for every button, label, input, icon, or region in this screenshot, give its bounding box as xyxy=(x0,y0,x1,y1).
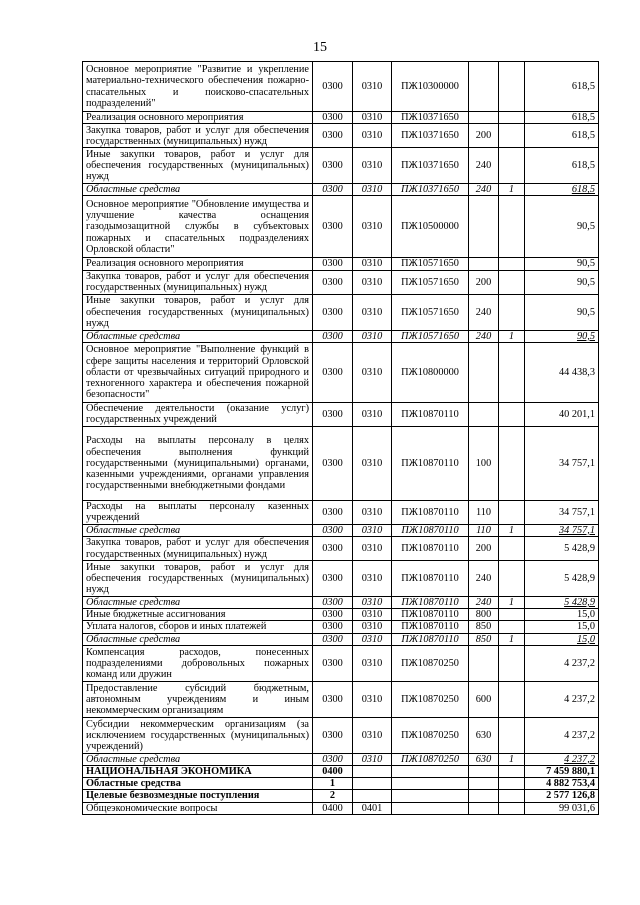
target-article-code: ПЖ10571650 xyxy=(392,330,469,342)
subsection-code xyxy=(353,766,392,778)
funding-source-code xyxy=(499,196,525,258)
amount: 34 757,1 xyxy=(525,426,599,500)
row-name: Закупка товаров, работ и услуг для обеспечения государственных (муниципальных) нужд xyxy=(83,124,313,148)
amount: 618,5 xyxy=(525,112,599,124)
funding-source-code xyxy=(499,112,525,124)
table-row xyxy=(83,561,599,597)
amount: 4 237,2 xyxy=(525,717,599,753)
row-name: Расходы на выплаты персоналу казенных учреждений xyxy=(83,500,313,524)
subsection-code: 0310 xyxy=(353,342,392,402)
row-name: Областные средства xyxy=(83,524,313,536)
row-name: Обеспечение деятельности (оказание услуг) государственных учреждений xyxy=(83,402,313,426)
subsection-code: 0310 xyxy=(353,753,392,765)
section-code: 0300 xyxy=(313,561,353,597)
funding-source-code xyxy=(499,258,525,270)
row-name: Областные средства xyxy=(83,753,313,765)
target-article-code: ПЖ10371650 xyxy=(392,112,469,124)
amount: 90,5 xyxy=(525,294,599,330)
row-name: Уплата налогов, сборов и иных платежей xyxy=(83,621,313,633)
expense-type-code: 240 xyxy=(469,597,499,609)
table-row xyxy=(83,258,599,270)
expense-type-code xyxy=(469,790,499,802)
expense-type-code: 110 xyxy=(469,500,499,524)
section-code: 0400 xyxy=(313,766,353,778)
funding-source-code xyxy=(499,62,525,112)
funding-source-code xyxy=(499,426,525,500)
section-code: 1 xyxy=(313,778,353,790)
table-row xyxy=(83,778,599,790)
row-name: Целевые безвозмездные поступления xyxy=(83,790,313,802)
target-article-code xyxy=(392,802,469,814)
section-code: 0300 xyxy=(313,426,353,500)
row-name: Областные средства xyxy=(83,330,313,342)
target-article-code xyxy=(392,766,469,778)
target-article-code: ПЖ10870110 xyxy=(392,561,469,597)
section-code: 0300 xyxy=(313,148,353,184)
amount: 15,0 xyxy=(525,609,599,621)
subsection-code: 0310 xyxy=(353,184,392,196)
funding-source-code xyxy=(499,681,525,717)
amount: 44 438,3 xyxy=(525,342,599,402)
amount: 15,0 xyxy=(525,633,599,645)
table-row xyxy=(83,621,599,633)
amount: 90,5 xyxy=(525,196,599,258)
row-name: Расходы на выплаты персоналу в целях обеспечения выполнения функций государственными (муниципальными) органами, казенными учреждениями, органами управления государственными внебюджетными фондами xyxy=(83,426,313,500)
table-row xyxy=(83,717,599,753)
target-article-code: ПЖ10870250 xyxy=(392,753,469,765)
funding-source-code xyxy=(499,124,525,148)
row-name: Компенсация расходов, понесенных подразделениями добровольных пожарных команд или дружин xyxy=(83,645,313,681)
table-row xyxy=(83,196,599,258)
funding-source-code: 1 xyxy=(499,524,525,536)
row-name: Областные средства xyxy=(83,184,313,196)
section-code: 0300 xyxy=(313,524,353,536)
table-row xyxy=(83,537,599,561)
budget-table xyxy=(82,61,599,815)
row-name: Иные закупки товаров, работ и услуг для обеспечения государственных (муниципальных) нужд xyxy=(83,561,313,597)
section-code: 0300 xyxy=(313,184,353,196)
subsection-code: 0401 xyxy=(353,802,392,814)
target-article-code: ПЖ10870110 xyxy=(392,402,469,426)
expense-type-code: 240 xyxy=(469,330,499,342)
row-name: Иные бюджетные ассигнования xyxy=(83,609,313,621)
expense-type-code: 630 xyxy=(469,717,499,753)
target-article-code xyxy=(392,790,469,802)
subsection-code: 0310 xyxy=(353,148,392,184)
funding-source-code: 1 xyxy=(499,184,525,196)
funding-source-code xyxy=(499,537,525,561)
amount: 40 201,1 xyxy=(525,402,599,426)
table-row xyxy=(83,609,599,621)
funding-source-code xyxy=(499,802,525,814)
table-row xyxy=(83,790,599,802)
funding-source-code xyxy=(499,766,525,778)
row-name: Общеэкономические вопросы xyxy=(83,802,313,814)
row-name: Иные закупки товаров, работ и услуг для обеспечения государственных (муниципальных) нужд xyxy=(83,294,313,330)
funding-source-code xyxy=(499,294,525,330)
subsection-code: 0310 xyxy=(353,62,392,112)
amount: 618,5 xyxy=(525,124,599,148)
table-row xyxy=(83,270,599,294)
expense-type-code: 110 xyxy=(469,524,499,536)
subsection-code: 0310 xyxy=(353,402,392,426)
table-row xyxy=(83,124,599,148)
funding-source-code xyxy=(499,609,525,621)
expense-type-code xyxy=(469,645,499,681)
section-code: 0300 xyxy=(313,270,353,294)
expense-type-code: 240 xyxy=(469,294,499,330)
section-code: 0300 xyxy=(313,717,353,753)
row-name: НАЦИОНАЛЬНАЯ ЭКОНОМИКА xyxy=(83,766,313,778)
expense-type-code xyxy=(469,778,499,790)
section-code: 0300 xyxy=(313,500,353,524)
target-article-code: ПЖ10571650 xyxy=(392,270,469,294)
target-article-code: ПЖ10371650 xyxy=(392,184,469,196)
subsection-code: 0310 xyxy=(353,681,392,717)
subsection-code: 0310 xyxy=(353,524,392,536)
expense-type-code xyxy=(469,802,499,814)
table-row xyxy=(83,342,599,402)
subsection-code: 0310 xyxy=(353,597,392,609)
section-code: 0300 xyxy=(313,681,353,717)
funding-source-code xyxy=(499,402,525,426)
expense-type-code xyxy=(469,766,499,778)
target-article-code: ПЖ10371650 xyxy=(392,124,469,148)
target-article-code: ПЖ10870110 xyxy=(392,609,469,621)
subsection-code: 0310 xyxy=(353,196,392,258)
funding-source-code: 1 xyxy=(499,753,525,765)
target-article-code: ПЖ10870110 xyxy=(392,500,469,524)
target-article-code: ПЖ10571650 xyxy=(392,294,469,330)
subsection-code xyxy=(353,790,392,802)
amount: 90,5 xyxy=(525,270,599,294)
amount: 90,5 xyxy=(525,330,599,342)
table-row xyxy=(83,633,599,645)
amount: 7 459 880,1 xyxy=(525,766,599,778)
target-article-code: ПЖ10571650 xyxy=(392,258,469,270)
section-code: 0300 xyxy=(313,342,353,402)
expense-type-code: 200 xyxy=(469,537,499,561)
table-row xyxy=(83,500,599,524)
subsection-code: 0310 xyxy=(353,270,392,294)
subsection-code: 0310 xyxy=(353,330,392,342)
target-article-code: ПЖ10300000 xyxy=(392,62,469,112)
table-row xyxy=(83,294,599,330)
section-code: 0300 xyxy=(313,597,353,609)
expense-type-code xyxy=(469,62,499,112)
subsection-code: 0310 xyxy=(353,561,392,597)
amount: 618,5 xyxy=(525,184,599,196)
amount: 90,5 xyxy=(525,258,599,270)
row-name: Основное мероприятие "Развитие и укрепление материально-технического обеспечения пожарно-спасательных и поисково-спасательных подразделений" xyxy=(83,62,313,112)
amount: 2 577 126,8 xyxy=(525,790,599,802)
section-code: 0300 xyxy=(313,609,353,621)
subsection-code: 0310 xyxy=(353,426,392,500)
target-article-code: ПЖ10870250 xyxy=(392,717,469,753)
subsection-code: 0310 xyxy=(353,645,392,681)
subsection-code: 0310 xyxy=(353,124,392,148)
row-name: Областные средства xyxy=(83,778,313,790)
table-row xyxy=(83,645,599,681)
funding-source-code xyxy=(499,790,525,802)
funding-source-code: 1 xyxy=(499,633,525,645)
section-code: 0300 xyxy=(313,294,353,330)
funding-source-code xyxy=(499,561,525,597)
funding-source-code xyxy=(499,148,525,184)
funding-source-code xyxy=(499,621,525,633)
subsection-code: 0310 xyxy=(353,621,392,633)
target-article-code: ПЖ10800000 xyxy=(392,342,469,402)
funding-source-code: 1 xyxy=(499,330,525,342)
funding-source-code xyxy=(499,500,525,524)
target-article-code: ПЖ10870250 xyxy=(392,645,469,681)
section-code: 0300 xyxy=(313,621,353,633)
section-code: 0300 xyxy=(313,402,353,426)
page-number: 15 xyxy=(313,40,327,55)
amount: 4 237,2 xyxy=(525,645,599,681)
amount: 99 031,6 xyxy=(525,802,599,814)
expense-type-code: 200 xyxy=(469,124,499,148)
section-code: 0300 xyxy=(313,633,353,645)
expense-type-code: 600 xyxy=(469,681,499,717)
amount: 4 882 753,4 xyxy=(525,778,599,790)
table-body xyxy=(83,62,599,815)
expense-type-code xyxy=(469,196,499,258)
subsection-code: 0310 xyxy=(353,294,392,330)
subsection-code: 0310 xyxy=(353,112,392,124)
expense-type-code xyxy=(469,258,499,270)
target-article-code: ПЖ10870110 xyxy=(392,537,469,561)
section-code: 0300 xyxy=(313,258,353,270)
funding-source-code: 1 xyxy=(499,597,525,609)
table-row xyxy=(83,426,599,500)
table-row xyxy=(83,402,599,426)
funding-source-code xyxy=(499,778,525,790)
row-name: Основное мероприятие "Выполнение функций в сфере защиты населения и территорий Орловской области от чрезвычайных ситуаций природного и техногенного характера и обеспечения пожарной безопасности" xyxy=(83,342,313,402)
subsection-code xyxy=(353,778,392,790)
subsection-code: 0310 xyxy=(353,537,392,561)
table-row xyxy=(83,524,599,536)
subsection-code: 0310 xyxy=(353,258,392,270)
amount: 34 757,1 xyxy=(525,500,599,524)
expense-type-code: 850 xyxy=(469,621,499,633)
row-name: Реализация основного мероприятия xyxy=(83,258,313,270)
row-name: Областные средства xyxy=(83,633,313,645)
row-name: Реализация основного мероприятия xyxy=(83,112,313,124)
expense-type-code: 240 xyxy=(469,148,499,184)
amount: 4 237,2 xyxy=(525,753,599,765)
expense-type-code: 630 xyxy=(469,753,499,765)
section-code: 0300 xyxy=(313,124,353,148)
target-article-code xyxy=(392,778,469,790)
amount: 4 237,2 xyxy=(525,681,599,717)
target-article-code: ПЖ10371650 xyxy=(392,148,469,184)
expense-type-code: 800 xyxy=(469,609,499,621)
target-article-code: ПЖ10500000 xyxy=(392,196,469,258)
target-article-code: ПЖ10870250 xyxy=(392,681,469,717)
amount: 34 757,1 xyxy=(525,524,599,536)
expense-type-code xyxy=(469,112,499,124)
table-row xyxy=(83,112,599,124)
row-name: Закупка товаров, работ и услуг для обеспечения государственных (муниципальных) нужд xyxy=(83,270,313,294)
section-code: 0300 xyxy=(313,645,353,681)
target-article-code: ПЖ10870110 xyxy=(392,597,469,609)
section-code: 2 xyxy=(313,790,353,802)
row-name: Областные средства xyxy=(83,597,313,609)
row-name: Предоставление субсидий бюджетным, автономным учреждениям и иным некоммерческим организациям xyxy=(83,681,313,717)
table-row xyxy=(83,766,599,778)
expense-type-code xyxy=(469,342,499,402)
section-code: 0400 xyxy=(313,802,353,814)
row-name: Субсидии некоммерческим организациям (за исключением государственных (муниципальных) учреждений) xyxy=(83,717,313,753)
subsection-code: 0310 xyxy=(353,633,392,645)
funding-source-code xyxy=(499,717,525,753)
row-name: Основное мероприятие "Обновление имущества и улучшение качества оснащения газодымозащитной службы в субъектовых пожарных и спасательных подразделениях Орловской области" xyxy=(83,196,313,258)
expense-type-code: 850 xyxy=(469,633,499,645)
target-article-code: ПЖ10870110 xyxy=(392,633,469,645)
section-code: 0300 xyxy=(313,62,353,112)
funding-source-code xyxy=(499,270,525,294)
amount: 5 428,9 xyxy=(525,597,599,609)
subsection-code: 0310 xyxy=(353,500,392,524)
target-article-code: ПЖ10870110 xyxy=(392,524,469,536)
section-code: 0300 xyxy=(313,112,353,124)
table-row xyxy=(83,62,599,112)
expense-type-code: 240 xyxy=(469,184,499,196)
row-name: Закупка товаров, работ и услуг для обеспечения государственных (муниципальных) нужд xyxy=(83,537,313,561)
amount: 15,0 xyxy=(525,621,599,633)
table-row xyxy=(83,681,599,717)
section-code: 0300 xyxy=(313,753,353,765)
target-article-code: ПЖ10870110 xyxy=(392,426,469,500)
subsection-code: 0310 xyxy=(353,717,392,753)
subsection-code: 0310 xyxy=(353,609,392,621)
funding-source-code xyxy=(499,645,525,681)
expense-type-code xyxy=(469,402,499,426)
table-row xyxy=(83,802,599,814)
expense-type-code: 240 xyxy=(469,561,499,597)
target-article-code: ПЖ10870110 xyxy=(392,621,469,633)
section-code: 0300 xyxy=(313,537,353,561)
row-name: Иные закупки товаров, работ и услуг для обеспечения государственных (муниципальных) нужд xyxy=(83,148,313,184)
amount: 618,5 xyxy=(525,62,599,112)
table-row xyxy=(83,330,599,342)
funding-source-code xyxy=(499,342,525,402)
table-row xyxy=(83,597,599,609)
section-code: 0300 xyxy=(313,330,353,342)
expense-type-code: 200 xyxy=(469,270,499,294)
amount: 5 428,9 xyxy=(525,561,599,597)
amount: 5 428,9 xyxy=(525,537,599,561)
expense-type-code: 100 xyxy=(469,426,499,500)
section-code: 0300 xyxy=(313,196,353,258)
table-row xyxy=(83,753,599,765)
table-row xyxy=(83,148,599,184)
amount: 618,5 xyxy=(525,148,599,184)
table-row xyxy=(83,184,599,196)
